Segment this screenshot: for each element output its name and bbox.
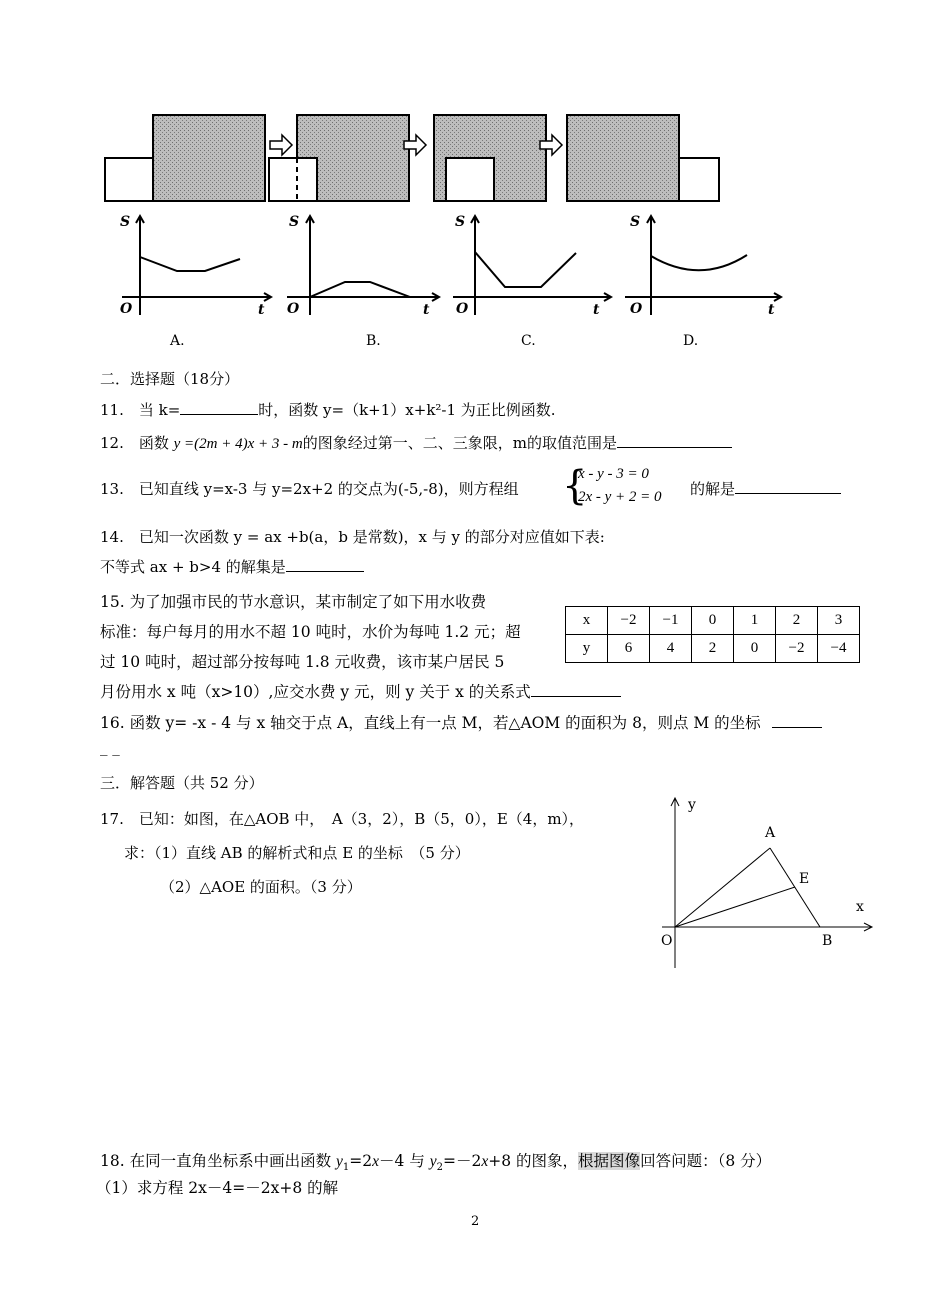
axis-s-label: S bbox=[289, 214, 300, 230]
motion-figure bbox=[100, 110, 790, 325]
table-cell: 6 bbox=[608, 635, 650, 663]
question-17-line-1: 17. 已知：如图，在△AOB 中， A（3，2），B（5，0），E（4，m）， bbox=[100, 810, 585, 828]
q14-answer-blank[interactable] bbox=[286, 556, 364, 572]
q11-answer-blank[interactable] bbox=[180, 399, 258, 415]
q18-mid2: －4 与 bbox=[379, 1152, 430, 1170]
q18-y2: y bbox=[429, 1153, 437, 1170]
table-cell: y bbox=[566, 635, 608, 663]
q18-mid1: =2 bbox=[349, 1152, 373, 1170]
axis-t-label: t bbox=[423, 302, 430, 318]
question-14-line-2 bbox=[100, 556, 364, 577]
q18-y1: y bbox=[336, 1153, 343, 1170]
q16-line1-text: 16. 函数 y= -x - 4 与 x 轴交于点 A，直线上有一点 M，若△AOM 的面积为 8，则点 M 的坐标 bbox=[100, 714, 761, 732]
question-18 bbox=[100, 1149, 771, 1173]
q11-post: 时，函数 y=（k+1）x+k²-1 为正比例函数. bbox=[258, 401, 556, 419]
table-cell: 4 bbox=[650, 635, 692, 663]
segment-oa bbox=[675, 848, 770, 927]
axis-t-label: t bbox=[593, 302, 600, 318]
axis-s-label: S bbox=[455, 214, 466, 230]
q18-highlight: 根据图像 bbox=[578, 1152, 641, 1170]
q13-equation-2: 2x - y + 2 = 0 bbox=[578, 489, 662, 505]
q18-post: 回答问题：（8 分） bbox=[640, 1152, 772, 1170]
point-a-label: A bbox=[765, 825, 776, 841]
q18-x2: x bbox=[481, 1153, 489, 1170]
graph-option-b bbox=[287, 216, 439, 315]
axis-y-label: y bbox=[688, 797, 696, 813]
q18-sub2: 2 bbox=[436, 1162, 444, 1174]
table-row bbox=[566, 635, 860, 663]
q12-expression: y =(2m + 4)x + 3 - m bbox=[173, 436, 303, 452]
q13-answer-blank[interactable] bbox=[735, 478, 841, 494]
table-row bbox=[566, 607, 860, 635]
question-13 bbox=[100, 478, 519, 499]
q18-mid3: =－2 bbox=[443, 1152, 482, 1170]
axis-s-label: S bbox=[630, 214, 641, 230]
question-18-part-1: （1）求方程 2x－4=－2x+8 的解 bbox=[96, 1179, 339, 1197]
question-12 bbox=[100, 432, 732, 453]
axis-x-label: x bbox=[856, 899, 864, 915]
origin-label: O bbox=[120, 301, 133, 317]
axis-s-label: S bbox=[120, 214, 131, 230]
question-11 bbox=[100, 399, 556, 420]
point-o-label: O bbox=[661, 933, 673, 949]
origin-label: O bbox=[456, 301, 469, 317]
q18-pre: 18. 在同一直角坐标系中画出函数 bbox=[100, 1152, 337, 1170]
question-15-line-3: 过 10 吨时，超过部分按每吨 1.8 元收费，该市某户居民 5 bbox=[100, 653, 505, 671]
value-table bbox=[565, 606, 860, 663]
axis-t-label: t bbox=[768, 302, 775, 318]
q14-line2-text: 不等式 ax + b>4 的解集是 bbox=[100, 558, 286, 576]
table-cell: −2 bbox=[608, 607, 650, 635]
q13-equation-1: x - y - 3 = 0 bbox=[578, 466, 649, 482]
q18-mid4: +8 的图象， bbox=[488, 1152, 579, 1170]
table-cell: 3 bbox=[818, 607, 860, 635]
brace-icon: { bbox=[562, 463, 588, 509]
table-cell: −2 bbox=[776, 635, 818, 663]
shape-panel-1 bbox=[105, 115, 265, 201]
table-cell: 0 bbox=[734, 635, 776, 663]
q13-pre: 13. 已知直线 y=x-3 与 y=2x+2 的交点为(-5,-8)，则方程组 bbox=[100, 480, 519, 498]
shape-panel-2 bbox=[269, 115, 409, 201]
section-3-heading: 三．解答题（共 52 分） bbox=[100, 774, 264, 792]
question-15-line-2: 标准：每户每月的用水不超 10 吨时，水价为每吨 1.2 元；超 bbox=[100, 623, 521, 641]
question-17-line-2: 求：（1）直线 AB 的解析式和点 E 的坐标 （5 分） bbox=[124, 844, 470, 862]
table-cell: −1 bbox=[650, 607, 692, 635]
graph-option-a bbox=[122, 216, 271, 315]
q16-answer-blank[interactable] bbox=[772, 712, 822, 728]
section-2-heading: 二．选择题（18分） bbox=[100, 370, 240, 388]
question-16-line-2: _ _ bbox=[100, 738, 120, 756]
q11-pre: 11. 当 k= bbox=[100, 401, 181, 419]
question-15-line-1: 15. 为了加强市民的节水意识，某市制定了如下用水收费 bbox=[100, 593, 487, 611]
question-17-line-3: （2）△AOE 的面积。（3 分） bbox=[160, 878, 362, 896]
option-label-d: D. bbox=[683, 333, 699, 349]
arrow-right-icon bbox=[270, 135, 292, 155]
question-15-line-4 bbox=[100, 680, 621, 702]
q12-answer-blank[interactable] bbox=[617, 432, 732, 448]
question-14-line-1: 14. 已知一次函数 y = ax +b(a，b 是常数)，x 与 y 的部分对应值如下表: bbox=[100, 528, 605, 546]
point-b-label: B bbox=[822, 933, 833, 949]
q13-tail bbox=[690, 478, 841, 499]
option-label-b: B. bbox=[366, 333, 381, 349]
q13-post: 的解是 bbox=[690, 480, 736, 498]
shape-panel-4 bbox=[567, 115, 719, 201]
table-cell: 2 bbox=[692, 635, 734, 663]
table-cell: 0 bbox=[692, 607, 734, 635]
point-e-label: E bbox=[799, 871, 810, 887]
triangle-aob-figure bbox=[640, 790, 880, 975]
table-cell: x bbox=[566, 607, 608, 635]
axis-t-label: t bbox=[258, 302, 265, 318]
question-16-line-1 bbox=[100, 711, 822, 733]
q12-pre: 12. 函数 bbox=[100, 434, 169, 452]
q15-line4-text: 月份用水 x 吨（x>10）,应交水费 y 元，则 y 关于 x 的关系式 bbox=[100, 683, 531, 701]
graph-option-d bbox=[625, 216, 781, 315]
q15-answer-blank[interactable] bbox=[531, 681, 621, 697]
shape-panel-3 bbox=[434, 115, 546, 201]
origin-label: O bbox=[287, 301, 300, 317]
q18-x1: x bbox=[372, 1153, 380, 1170]
origin-label: O bbox=[630, 301, 643, 317]
table-cell: 1 bbox=[734, 607, 776, 635]
graph-option-c bbox=[453, 216, 611, 315]
option-label-c: C. bbox=[521, 333, 536, 349]
segment-oe bbox=[675, 887, 795, 927]
table-cell: 2 bbox=[776, 607, 818, 635]
page-number: 2 bbox=[471, 1214, 480, 1229]
option-label-a: A. bbox=[170, 333, 185, 349]
table-cell: −4 bbox=[818, 635, 860, 663]
q12-post: 的图象经过第一、二、三象限，m的取值范围是 bbox=[302, 434, 617, 452]
q18-sub1: 1 bbox=[342, 1162, 350, 1174]
